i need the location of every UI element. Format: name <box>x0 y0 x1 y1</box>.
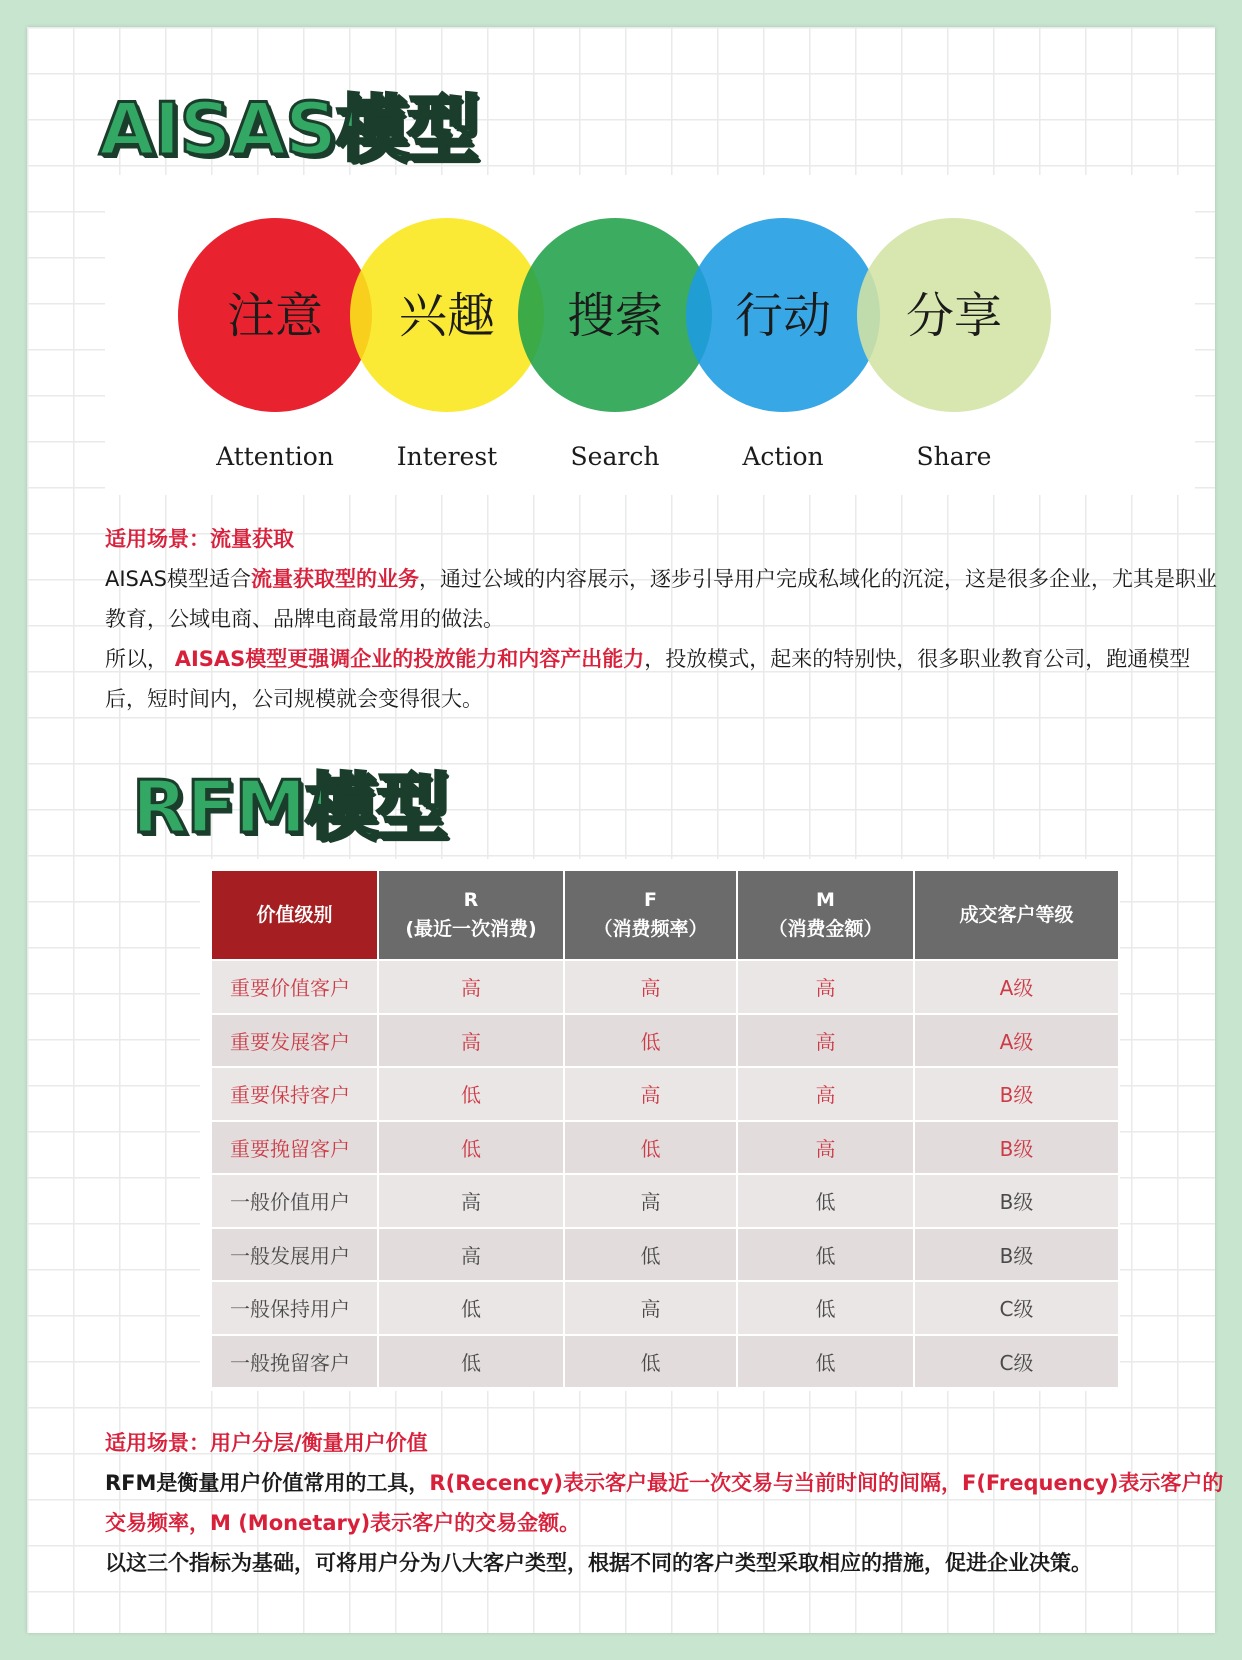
table-cell: 高 <box>378 1228 564 1282</box>
aisas-diagram <box>105 175 1195 495</box>
table-cell: 高 <box>378 1014 564 1068</box>
header-r <box>378 870 564 960</box>
header-label: M <box>816 889 835 911</box>
table-cell: 高 <box>737 1121 914 1175</box>
table-row <box>211 1335 1119 1389</box>
table-cell: 重要挽留客户 <box>211 1121 378 1175</box>
table-cell: B级 <box>914 1174 1119 1228</box>
table-cell: A级 <box>914 1014 1119 1068</box>
table-cell: 低 <box>737 1174 914 1228</box>
table-cell: 高 <box>564 1174 737 1228</box>
header-label: R <box>463 889 479 911</box>
table-cell: 低 <box>378 1067 564 1121</box>
table-cell: 一般发展用户 <box>211 1228 378 1282</box>
aisas-p1-text: AISAS模型适合 <box>105 567 251 591</box>
aisas-circles <box>105 175 1195 495</box>
table-cell: 一般挽留客户 <box>211 1335 378 1389</box>
stage-label-cn: 行动 <box>734 288 832 344</box>
rfm-p1-text: RFM是衡量用户价值常用的工具， <box>105 1471 430 1495</box>
table-row <box>211 1014 1119 1068</box>
table-cell: 重要发展客户 <box>211 1014 378 1068</box>
aisas-scene: 适用场景：流量获取 <box>105 527 294 551</box>
rfm-paragraph-2: 以这三个指标为基础，可将用户分为八大客户类型，根据不同的客户类型采取相应的措施，促进企业决策。 <box>105 1551 1092 1575</box>
stage-label-en: Share <box>916 442 992 471</box>
table-cell: 高 <box>564 1281 737 1335</box>
table-cell: 低 <box>564 1335 737 1389</box>
stage-label-cn: 分享 <box>905 288 1003 344</box>
header-sublabel: （消费金额） <box>768 918 883 940</box>
table-cell: 低 <box>378 1121 564 1175</box>
aisas-paragraph-1 <box>105 559 1225 639</box>
table-cell: 高 <box>378 1174 564 1228</box>
table-cell: B级 <box>914 1067 1119 1121</box>
header-f <box>564 870 737 960</box>
table-cell: 低 <box>737 1335 914 1389</box>
rfm-paragraph-1 <box>105 1463 1225 1543</box>
table-cell: 低 <box>564 1014 737 1068</box>
header-m <box>737 870 914 960</box>
table-cell: 低 <box>737 1228 914 1282</box>
aisas-p2-highlight: AISAS模型更强调企业的投放能力和内容产出能力 <box>174 647 645 671</box>
table-cell: 低 <box>564 1228 737 1282</box>
header-sublabel: （消费频率） <box>593 918 708 940</box>
stage-label-cn: 兴趣 <box>398 288 496 344</box>
rfm-p1-highlight: R(Recency)表示客户最近一次交易与当前时间的间隔，F(Frequency)表示客户的交易频率，M (Monetary)表示客户的交易金额。 <box>105 1471 1224 1535</box>
table-cell: 高 <box>378 960 564 1014</box>
aisas-p1-text-rest: ，通过公域的内容展示，逐步引导用户完成私域化的沉淀，这是很多企业，尤其是职业教育，公域电商、品牌电商最常用的做法。 <box>105 567 1217 631</box>
aisas-paragraph-2 <box>105 639 1225 719</box>
table-cell: B级 <box>914 1121 1119 1175</box>
table-cell: 高 <box>564 960 737 1014</box>
stage-label-en: Action <box>742 442 824 471</box>
stage-label-cn: 注意 <box>226 288 324 344</box>
stage-label-en: Interest <box>396 442 498 471</box>
aisas-p2-text: 所以， <box>105 647 168 671</box>
table-cell: 低 <box>378 1335 564 1389</box>
aisas-heading: AISAS模型 <box>99 87 478 171</box>
header-customer-grade <box>914 870 1119 960</box>
stage-label-en: Attention <box>216 442 334 471</box>
table-cell: C级 <box>914 1281 1119 1335</box>
table-cell: 重要价值客户 <box>211 960 378 1014</box>
aisas-p1-highlight: 流量获取型的业务 <box>250 567 419 591</box>
aisas-p2-text-rest: ，投放模式，起来的特别快，很多职业教育公司，跑通模型后，短时间内，公司规模就会变得很大。 <box>105 647 1191 711</box>
aisas-description <box>105 519 1225 719</box>
table-cell: 高 <box>737 960 914 1014</box>
stage-label-en: Search <box>570 442 660 471</box>
rfm-table <box>210 869 1120 1389</box>
table-row <box>211 1121 1119 1175</box>
table-row <box>211 1281 1119 1335</box>
table-row <box>211 1228 1119 1282</box>
rfm-scene: 适用场景：用户分层/衡量用户价值 <box>105 1431 428 1455</box>
table-cell: A级 <box>914 960 1119 1014</box>
header-sublabel: (最近一次消费) <box>405 918 537 940</box>
table-cell: 低 <box>564 1121 737 1175</box>
article-page <box>27 27 1224 1633</box>
table-cell: 高 <box>737 1067 914 1121</box>
table-cell: 一般价值用户 <box>211 1174 378 1228</box>
header-label: 成交客户等级 <box>959 903 1074 926</box>
header-value-level <box>211 870 378 960</box>
table-cell: 低 <box>737 1281 914 1335</box>
table-header-row <box>211 870 1119 960</box>
header-label: F <box>644 889 657 911</box>
rfm-description <box>105 1423 1225 1583</box>
table-cell: 高 <box>564 1067 737 1121</box>
header-label: 价值级别 <box>256 903 333 926</box>
table-cell: 低 <box>378 1281 564 1335</box>
table-row <box>211 1174 1119 1228</box>
table-cell: 一般保持用户 <box>211 1281 378 1335</box>
rfm-heading: RFM模型 <box>132 765 448 849</box>
table-cell: B级 <box>914 1228 1119 1282</box>
table-cell: C级 <box>914 1335 1119 1389</box>
rfm-table-container <box>200 859 1118 1391</box>
table-cell: 高 <box>737 1014 914 1068</box>
stage-label-cn: 搜索 <box>566 288 664 344</box>
table-row <box>211 1067 1119 1121</box>
table-cell: 重要保持客户 <box>211 1067 378 1121</box>
table-row <box>211 960 1119 1014</box>
